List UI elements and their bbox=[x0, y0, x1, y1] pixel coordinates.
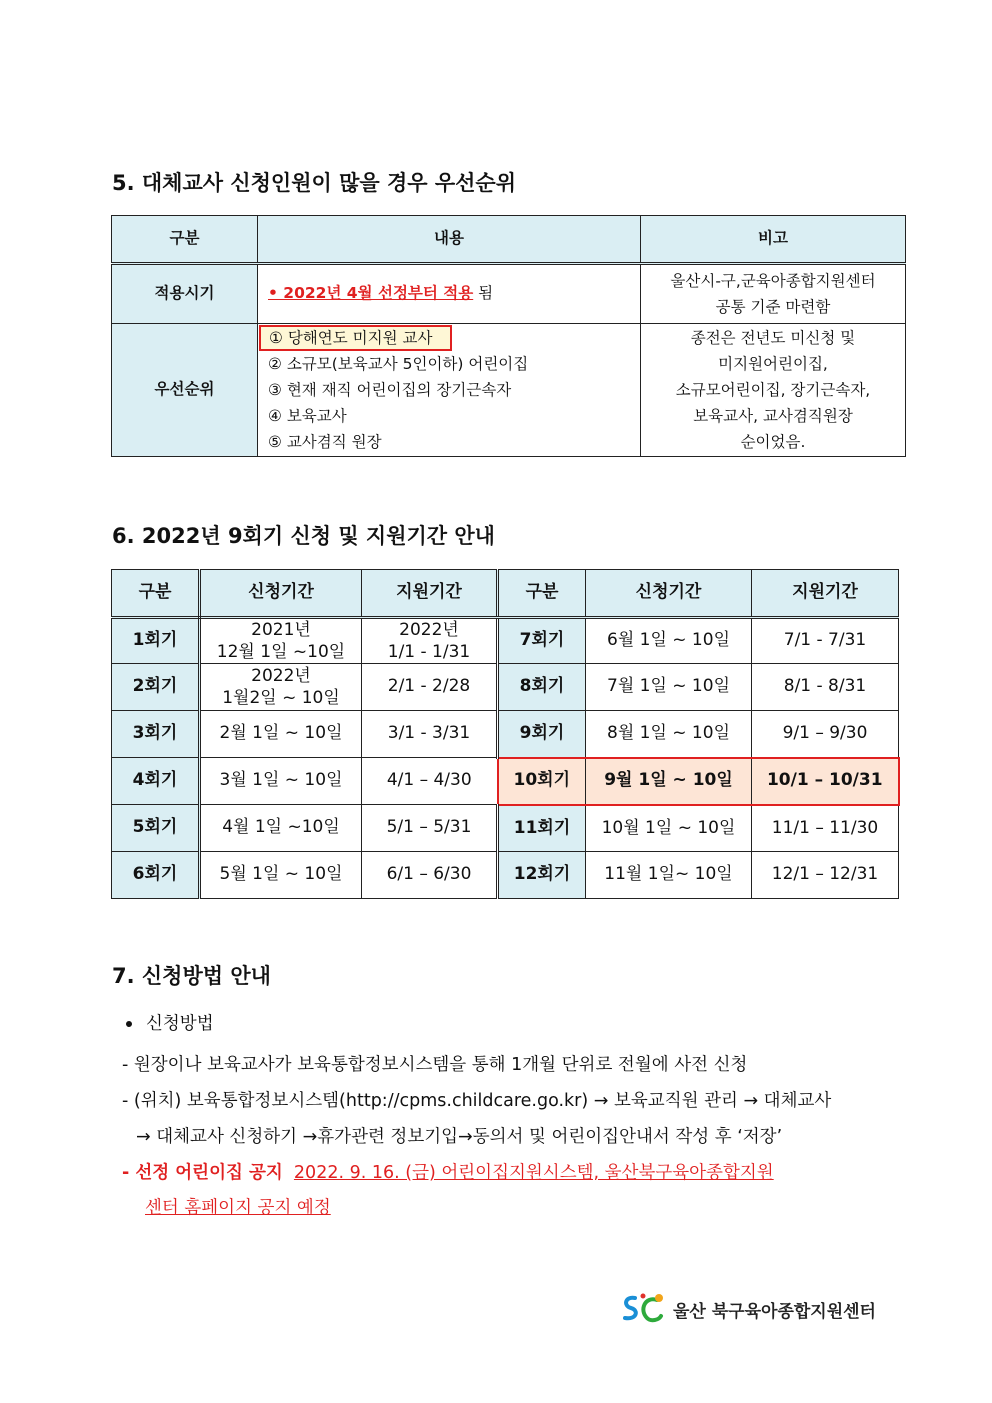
header-support-left: 지원기간 bbox=[362, 570, 498, 618]
apply-cell-highlight: 9월 1일 ~ 10일 bbox=[586, 758, 752, 805]
section7-title: 7. 신청방법 안내 bbox=[112, 964, 271, 988]
table-row bbox=[112, 711, 899, 758]
method-line-2: - (위치) 보육통합정보시스템(http://cpms.childcare.go.kr) → 보육교직원 관리 → 대체교사 bbox=[122, 1091, 832, 1111]
round-cell: 12회기 bbox=[498, 852, 586, 899]
apply-cell: 2월 1일 ~ 10일 bbox=[200, 711, 362, 758]
table-row bbox=[112, 805, 899, 852]
apply-cell: 5월 1일 ~ 10일 bbox=[200, 852, 362, 899]
notice-detail: 2022. 9. 16. (금) 어린이집지원시스템, 울산북구육아종합지원 bbox=[293, 1163, 774, 1183]
footer-logo bbox=[621, 1292, 876, 1326]
period-note bbox=[641, 264, 906, 324]
support-cell: 2/1 - 2/28 bbox=[362, 664, 498, 711]
period-content bbox=[258, 264, 641, 324]
support-cell: 9/1 – 9/30 bbox=[752, 711, 899, 758]
support-cell: 2022년 1/1 - 1/31 bbox=[362, 618, 498, 664]
priority-list bbox=[258, 324, 641, 457]
header-round-right: 구분 bbox=[498, 570, 586, 618]
header-apply-left: 신청기간 bbox=[200, 570, 362, 618]
apply-cell: 2021년 12월 1일 ~10일 bbox=[200, 618, 362, 664]
support-cell: 5/1 – 5/31 bbox=[362, 805, 498, 852]
priority-item-4: ④ 보육교사 bbox=[268, 407, 347, 425]
apply-cell: 2022년 1월2일 ~ 10일 bbox=[200, 664, 362, 711]
notice-detail-cont: 센터 홈페이지 공지 예정 bbox=[145, 1198, 331, 1218]
apply-cell: 3월 1일 ~ 10일 bbox=[200, 758, 362, 805]
period-note-line: 공통 기준 마련함 bbox=[715, 298, 831, 316]
support-cell: 8/1 - 8/31 bbox=[752, 664, 899, 711]
round-cell: 2회기 bbox=[112, 664, 200, 711]
table-row bbox=[112, 664, 899, 711]
method-line-1: - 원장이나 보육교사가 보육통합정보시스템을 통해 1개월 단위로 전월에 사전 신청 bbox=[122, 1055, 748, 1075]
round-cell: 9회기 bbox=[498, 711, 586, 758]
round-cell: 7회기 bbox=[498, 618, 586, 664]
apply-cell: 8월 1일 ~ 10일 bbox=[586, 711, 752, 758]
priority-note-line: 미지원어린이집, bbox=[718, 355, 828, 373]
method-line-3: → 대체교사 신청하기 →휴가관련 정보기입→동의서 및 어린이집안내서 작성 후 ‘저장’ bbox=[136, 1127, 783, 1147]
header-support-right: 지원기간 bbox=[752, 570, 899, 618]
notice-label: - 선정 어린이집 공지 bbox=[122, 1163, 283, 1183]
bullet-dot-icon bbox=[126, 1021, 132, 1027]
apply-cell: 4월 1일 ~10일 bbox=[200, 805, 362, 852]
round-cell: 4회기 bbox=[112, 758, 200, 805]
row-label-period: 적용시기 bbox=[112, 264, 258, 324]
table-row bbox=[112, 852, 899, 899]
header-remarks: 비고 bbox=[641, 216, 906, 264]
round-cell: 8회기 bbox=[498, 664, 586, 711]
priority-note bbox=[641, 324, 906, 457]
support-cell: 3/1 - 3/31 bbox=[362, 711, 498, 758]
round-cell: 5회기 bbox=[112, 805, 200, 852]
round-cell-highlight: 10회기 bbox=[498, 758, 586, 805]
support-cell: 12/1 – 12/31 bbox=[752, 852, 899, 899]
row-label-priority: 우선순위 bbox=[112, 324, 258, 457]
round-cell: 3회기 bbox=[112, 711, 200, 758]
support-cell: 11/1 – 11/30 bbox=[752, 805, 899, 852]
table-row bbox=[112, 758, 899, 805]
method-line-4 bbox=[122, 1159, 774, 1184]
priority-note-line: 순이었음. bbox=[740, 433, 806, 451]
priority-item-2: ② 소규모(보육교사 5인이하) 어린이집 bbox=[268, 355, 529, 373]
round-cell: 6회기 bbox=[112, 852, 200, 899]
round-cell: 11회기 bbox=[498, 805, 586, 852]
priority-item-5: ⑤ 교사겸직 원장 bbox=[268, 433, 382, 451]
round-cell: 1회기 bbox=[112, 618, 200, 664]
priority-item-3: ③ 현재 재직 어린이집의 장기근속자 bbox=[268, 381, 512, 399]
priority-item-1-highlight: ① 당해연도 미지원 교사 bbox=[259, 325, 452, 351]
priority-note-line: 종전은 전년도 미신청 및 bbox=[690, 329, 856, 347]
footer-org-name: 울산 북구육아종합지원센터 bbox=[673, 1301, 876, 1322]
method-line-5 bbox=[145, 1194, 331, 1219]
method-bullet: 신청방법 bbox=[126, 1010, 214, 1035]
header-category: 구분 bbox=[112, 216, 258, 264]
apply-cell: 6월 1일 ~ 10일 bbox=[586, 618, 752, 664]
support-cell: 4/1 – 4/30 bbox=[362, 758, 498, 805]
period-note-line: 울산시-구,군육아종합지원센터 bbox=[670, 272, 876, 290]
header-round-left: 구분 bbox=[112, 570, 200, 618]
table-row bbox=[112, 618, 899, 664]
apply-cell: 11월 1일~ 10일 bbox=[586, 852, 752, 899]
support-cell: 6/1 – 6/30 bbox=[362, 852, 498, 899]
schedule-table bbox=[111, 569, 900, 899]
period-highlight: • 2022년 4월 선정부터 적용 bbox=[268, 284, 474, 303]
section5-title: 5. 대체교사 신청인원이 많을 경우 우선순위 bbox=[112, 171, 517, 195]
support-cell-highlight: 10/1 – 10/31 bbox=[752, 758, 899, 805]
period-tail: 됨 bbox=[473, 284, 494, 303]
apply-cell: 10월 1일 ~ 10일 bbox=[586, 805, 752, 852]
sc-logo-icon bbox=[621, 1292, 667, 1326]
support-cell: 7/1 - 7/31 bbox=[752, 618, 899, 664]
header-content: 내용 bbox=[258, 216, 641, 264]
priority-note-line: 소규모어린이집, 장기근속자, bbox=[675, 381, 871, 399]
priority-note-line: 보육교사, 교사겸직원장 bbox=[693, 407, 853, 425]
priority-item-1 bbox=[268, 325, 640, 351]
apply-cell: 7월 1일 ~ 10일 bbox=[586, 664, 752, 711]
header-apply-right: 신청기간 bbox=[586, 570, 752, 618]
section6-title: 6. 2022년 9회기 신청 및 지원기간 안내 bbox=[112, 524, 495, 548]
priority-table bbox=[111, 215, 906, 457]
